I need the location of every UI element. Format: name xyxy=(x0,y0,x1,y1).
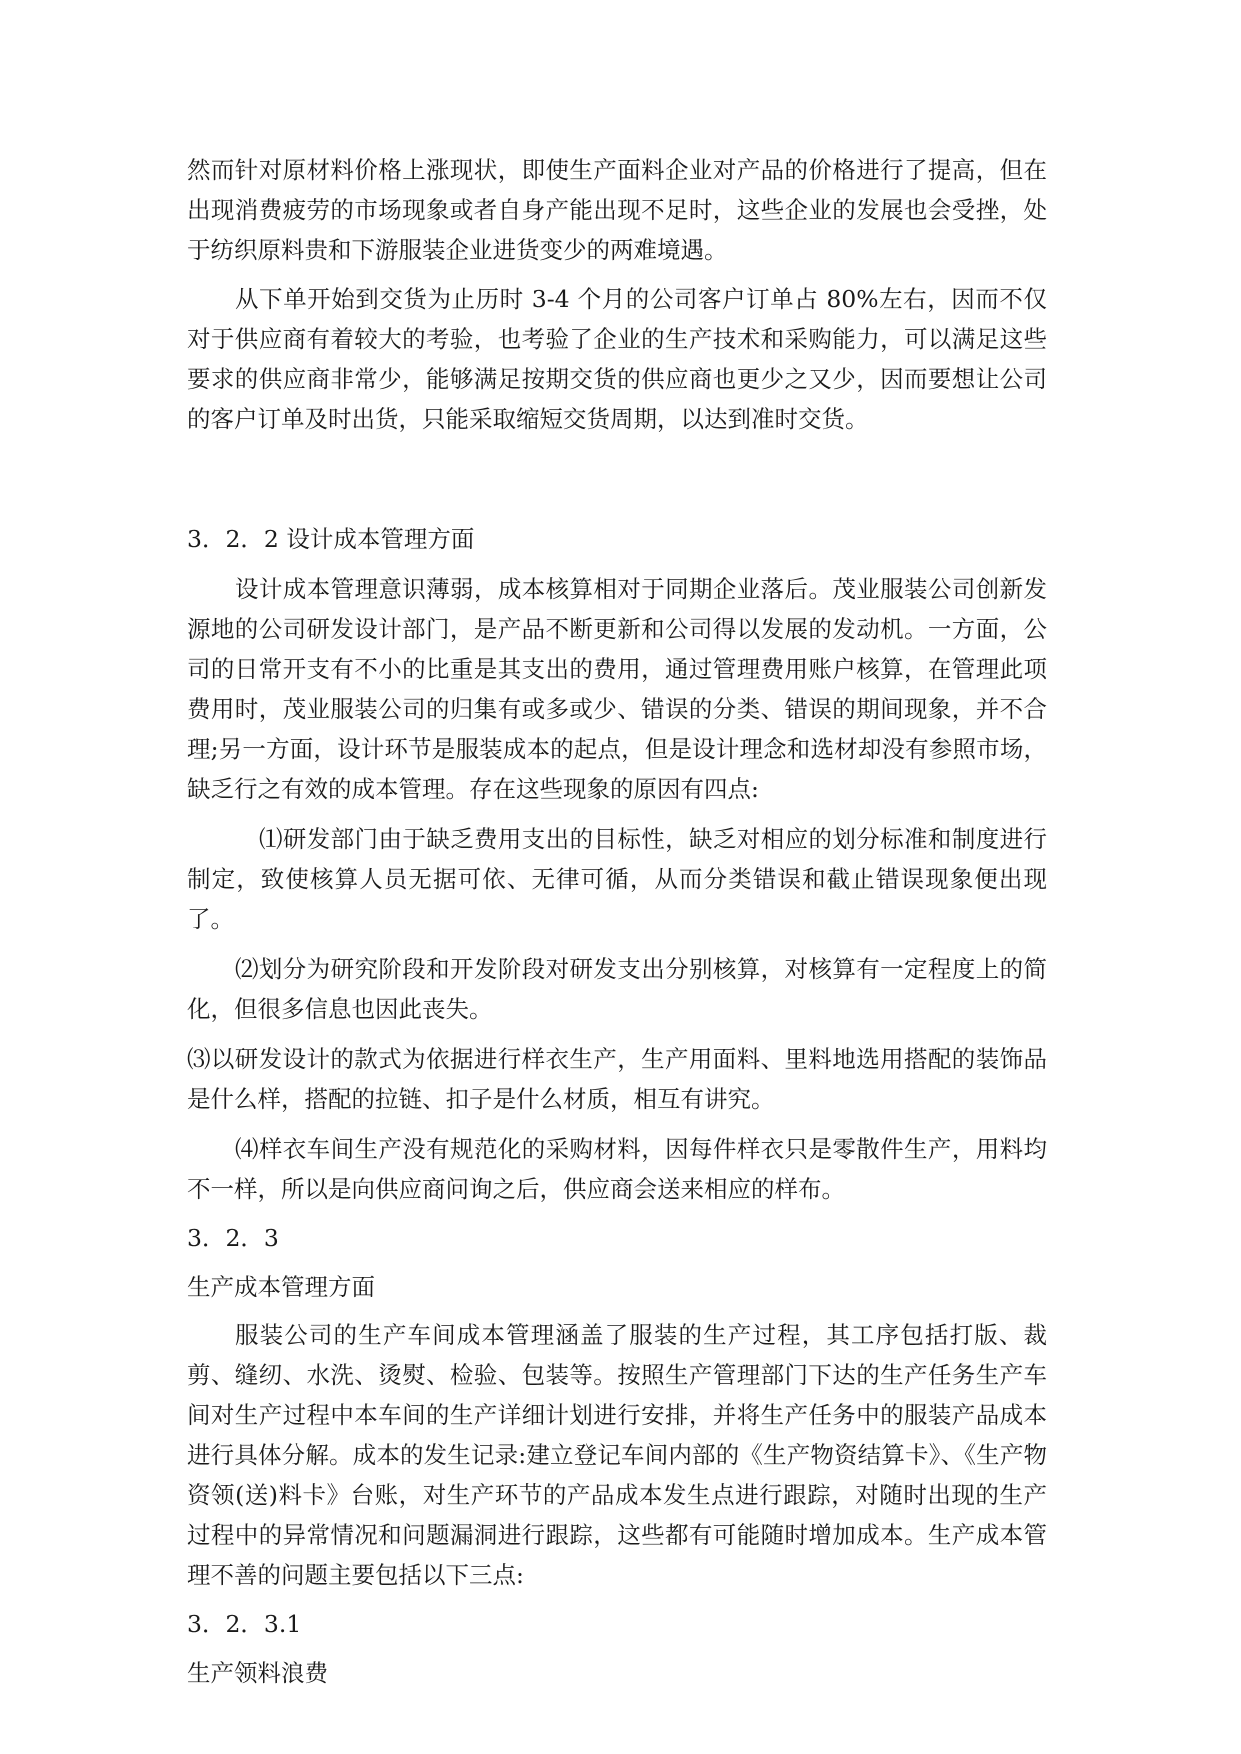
paragraph-delivery-cycle: 从下单开始到交货为止历时 3-4 个月的公司客户订单占 80%左右，因而不仅对于供应商有着较大的考验，也考验了企业的生产技术和采购能力，可以满足这些要求的供应商非常少，能够满足按期交货的供应商也更少之又少，因而要想让公司的客户订单及时出货，只能采取缩短交货周期，以达到准时交货。 xyxy=(187,285,1047,433)
section-number-production-cost: 3．2．3 xyxy=(187,1224,279,1252)
list-item-reason-2: ⑵划分为研究阶段和开发阶段对研发支出分别核算，对核算有一定程度上的简化，但很多信息也因此丧失。 xyxy=(187,955,1047,1023)
paragraph-design-cost: 设计成本管理意识薄弱，成本核算相对于同期企业落后。茂业服装公司创新发源地的公司研发设计部门，是产品不断更新和公司得以发展的发动机。一方面，公司的日常开支有不小的比重是其支出的费用，通过管理费用账户核算，在管理此项费用时，茂业服装公司的归集有或多或少、错误的分类、错误的期间现象，并不合理;另一方面，设计环节是服装成本的起点，但是设计理念和选材却没有参照市场，缺乏行之有效的成本管理。存在这些现象的原因有四点: xyxy=(187,575,1047,803)
section-heading-design-cost: 3．2．2 设计成本管理方面 xyxy=(187,525,475,553)
subsection-number-material-waste: 3．2．3.1 xyxy=(187,1610,302,1638)
list-item-reason-4: ⑷样衣车间生产没有规范化的采购材料，因每件样衣只是零散件生产，用料均不一样，所以是向供应商问询之后，供应商会送来相应的样布。 xyxy=(187,1135,1047,1203)
subsection-title-material-waste: 生产领料浪费 xyxy=(187,1659,328,1687)
list-item-reason-1: ⑴研发部门由于缺乏费用支出的目标性，缺乏对相应的划分标准和制度进行制定，致使核算人员无据可依、无律可循，从而分类错误和截止错误现象便出现了。 xyxy=(187,825,1047,933)
document-body xyxy=(187,150,1047,1693)
paragraph-production-cost: 服装公司的生产车间成本管理涵盖了服装的生产过程，其工序包括打版、裁剪、缝纫、水洗、烫熨、检验、包装等。按照生产管理部门下达的生产任务生产车间对生产过程中本车间的生产详细计划进行安排，并将生产任务中的服装产品成本进行具体分解。成本的发生记录:建立登记车间内部的《生产物资结算卡》、《生产物资领(送)料卡》台账，对生产环节的产品成本发生点进行跟踪，对随时出现的生产过程中的异常情况和问题漏洞进行跟踪，这些都有可能随时增加成本。生产成本管理不善的问题主要包括以下三点: xyxy=(187,1321,1047,1589)
section-title-production-cost: 生产成本管理方面 xyxy=(187,1273,375,1301)
list-item-reason-3: ⑶以研发设计的款式为依据进行样衣生产，生产用面料、里料地选用搭配的装饰品是什么样，搭配的拉链、扣子是什么材质，相互有讲究。 xyxy=(187,1045,1047,1113)
paragraph-raw-material-prices: 然而针对原材料价格上涨现状，即使生产面料企业对产品的价格进行了提高，但在出现消费疲劳的市场现象或者自身产能出现不足时，这些企业的发展也会受挫，处于纺织原料贵和下游服装企业进货变少的两难境遇。 xyxy=(187,156,1047,264)
